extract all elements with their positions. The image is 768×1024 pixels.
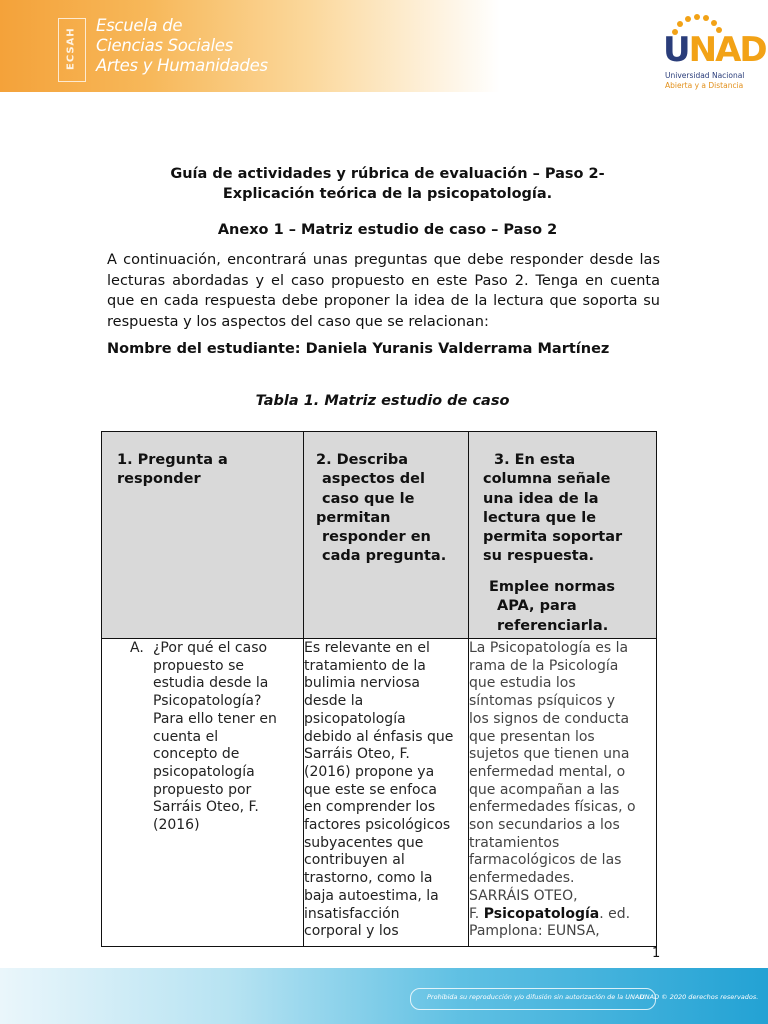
header-reading-line: 3. En esta: [494, 452, 576, 468]
school-name: [96, 16, 268, 76]
header-question: [117, 451, 297, 490]
question-line: Psicopatología?: [153, 693, 262, 710]
question-line: propuesto se: [153, 657, 244, 674]
header-question-line: responder: [117, 471, 201, 488]
citation-title: Psicopatología: [483, 905, 600, 922]
unad-subtitle-2: Abierta y a Distancia: [665, 81, 744, 90]
case-aspects-cell: [304, 640, 470, 945]
ecsah-logo-text: ECSAH: [65, 27, 77, 71]
reading-idea-cell: [469, 640, 656, 945]
page-number: 1: [652, 946, 661, 961]
footer-rights: UNAD © 2020 derechos reservados.: [640, 993, 759, 1001]
header-apa-line: Emplee normas: [489, 579, 616, 595]
reading-line: farmacológicos de las: [469, 852, 622, 869]
reading-line: SARRÁIS OTEO,: [469, 887, 578, 904]
aspects-line: que este se enfoca: [304, 781, 437, 798]
question-line: estudia desde la: [153, 675, 269, 692]
reading-line: que estudia los: [469, 675, 576, 692]
citation-prefix: F.: [469, 905, 484, 922]
school-name-line-1: Escuela de: [96, 16, 183, 35]
school-name-line-2: Ciencias Sociales: [96, 36, 233, 55]
document-title-line-2: Explicación teórica de la psicopatología.: [222, 186, 553, 202]
reading-line: que acompañan a las: [469, 781, 620, 798]
reading-line: que presentan los: [469, 728, 595, 745]
student-name: Nombre del estudiante: Daniela Yuranis Valderrama Martínez: [107, 341, 610, 357]
aspects-line: bulimia nerviosa: [304, 675, 420, 692]
aspects-line: Es relevante en el: [304, 640, 430, 656]
header-reading-line: su respuesta.: [483, 548, 595, 565]
school-name-line-3: Artes y Humanidades: [96, 56, 268, 75]
citation-suffix: . ed.: [599, 905, 631, 922]
reading-line: enfermedades físicas, o: [469, 799, 636, 816]
header-apa-line: referenciarla.: [497, 617, 609, 634]
question-line: psicopatología: [153, 763, 255, 780]
unad-wordmark-u: U: [663, 30, 689, 70]
footer-copyright-notice: Prohibida su reproducción y/o difusión sin autorización de la UNAD.: [427, 993, 647, 1001]
unad-wordmark: [663, 30, 766, 70]
header-aspects-line: 2. Describa: [316, 452, 409, 468]
document-title: [150, 164, 625, 204]
reading-line: enfermedad mental, o: [469, 763, 626, 780]
unad-wordmark-nad: NAD: [688, 30, 766, 70]
reading-line: tratamientos: [469, 834, 560, 851]
question-line: cuenta el: [153, 728, 219, 745]
case-study-matrix: [101, 431, 657, 947]
annex-heading: Anexo 1 – Matriz estudio de caso – Paso 2: [217, 222, 558, 238]
intro-paragraph: A continuación, encontrará unas preguntas que debe responder desde las lecturas abordadas y el caso propuesto en este Paso 2. Tenga en cuenta que en cada respuesta debe proponer la idea de la lectura que soporta su respuesta y los aspectos del caso que se relacionan:: [107, 252, 660, 330]
row-divider: [102, 638, 656, 639]
header-apa-line: APA, para: [497, 598, 577, 615]
aspects-line: debido al énfasis que: [304, 728, 454, 745]
aspects-line: subyacentes que: [304, 834, 424, 851]
aspects-line: corporal y los: [304, 923, 399, 940]
question-line: propuesto por: [153, 781, 252, 798]
header-reading-line: permita soportar: [483, 529, 623, 546]
table-caption: Tabla 1. Matriz estudio de caso: [255, 393, 510, 409]
header-reading-line: columna señale: [483, 471, 611, 488]
unad-subtitle-1: Universidad Nacional: [665, 71, 745, 80]
question-line: (2016): [153, 817, 200, 834]
aspects-line: trastorno, como la: [304, 870, 433, 887]
reading-line: Pamplona: EUNSA,: [469, 923, 600, 940]
document-title-line-1: Guía de actividades y rúbrica de evaluación – Paso 2-: [170, 166, 605, 182]
header-aspects-line: aspectos del: [322, 471, 425, 488]
aspects-line: Sarráis Oteo, F.: [304, 746, 410, 763]
aspects-line: (2016) propone ya: [304, 763, 435, 780]
reading-line: son secundarios a los: [469, 817, 620, 834]
aspects-line: en comprender los: [304, 799, 436, 816]
header-reading-line: una idea de la: [483, 490, 599, 507]
aspects-line: tratamiento de la: [304, 657, 426, 674]
citation-line: [469, 906, 656, 924]
question-line: concepto de: [153, 746, 240, 763]
reading-line: La Psicopatología es la: [469, 640, 629, 656]
question-line: Para ello tener en: [153, 710, 277, 727]
aspects-line: psicopatología: [304, 710, 406, 727]
header-case-aspects: [316, 451, 466, 567]
question-line: ¿Por qué el caso: [153, 640, 268, 656]
page-header: [0, 0, 768, 100]
aspects-line: contribuyen al: [304, 852, 405, 869]
header-apa-note: [489, 578, 649, 636]
header-question-line: 1. Pregunta a: [117, 452, 228, 468]
reading-line: enfermedades.: [469, 870, 575, 887]
reading-line: los signos de conducta: [469, 710, 630, 727]
reading-line: rama de la Psicología: [469, 657, 619, 674]
header-reading-idea: [480, 451, 652, 567]
header-aspects-line: caso que le: [322, 490, 415, 507]
question-marker: A.: [130, 640, 144, 656]
question-cell: [153, 640, 298, 835]
header-aspects-line: responder en: [322, 529, 431, 546]
header-aspects-line: permitan: [316, 509, 391, 526]
reading-line: sujetos que tienen una: [469, 746, 630, 763]
question-line: Sarráis Oteo, F.: [153, 799, 259, 816]
unad-logo: [655, 14, 766, 94]
aspects-line: insatisfacción: [304, 905, 400, 922]
aspects-line: factores psicológicos: [304, 817, 451, 834]
header-reading-line: lectura que le: [483, 509, 597, 526]
aspects-line: baja autoestima, la: [304, 887, 439, 904]
aspects-line: desde la: [304, 693, 364, 710]
header-aspects-line: cada pregunta.: [322, 548, 447, 565]
reading-line: síntomas psíquicos y: [469, 693, 616, 710]
